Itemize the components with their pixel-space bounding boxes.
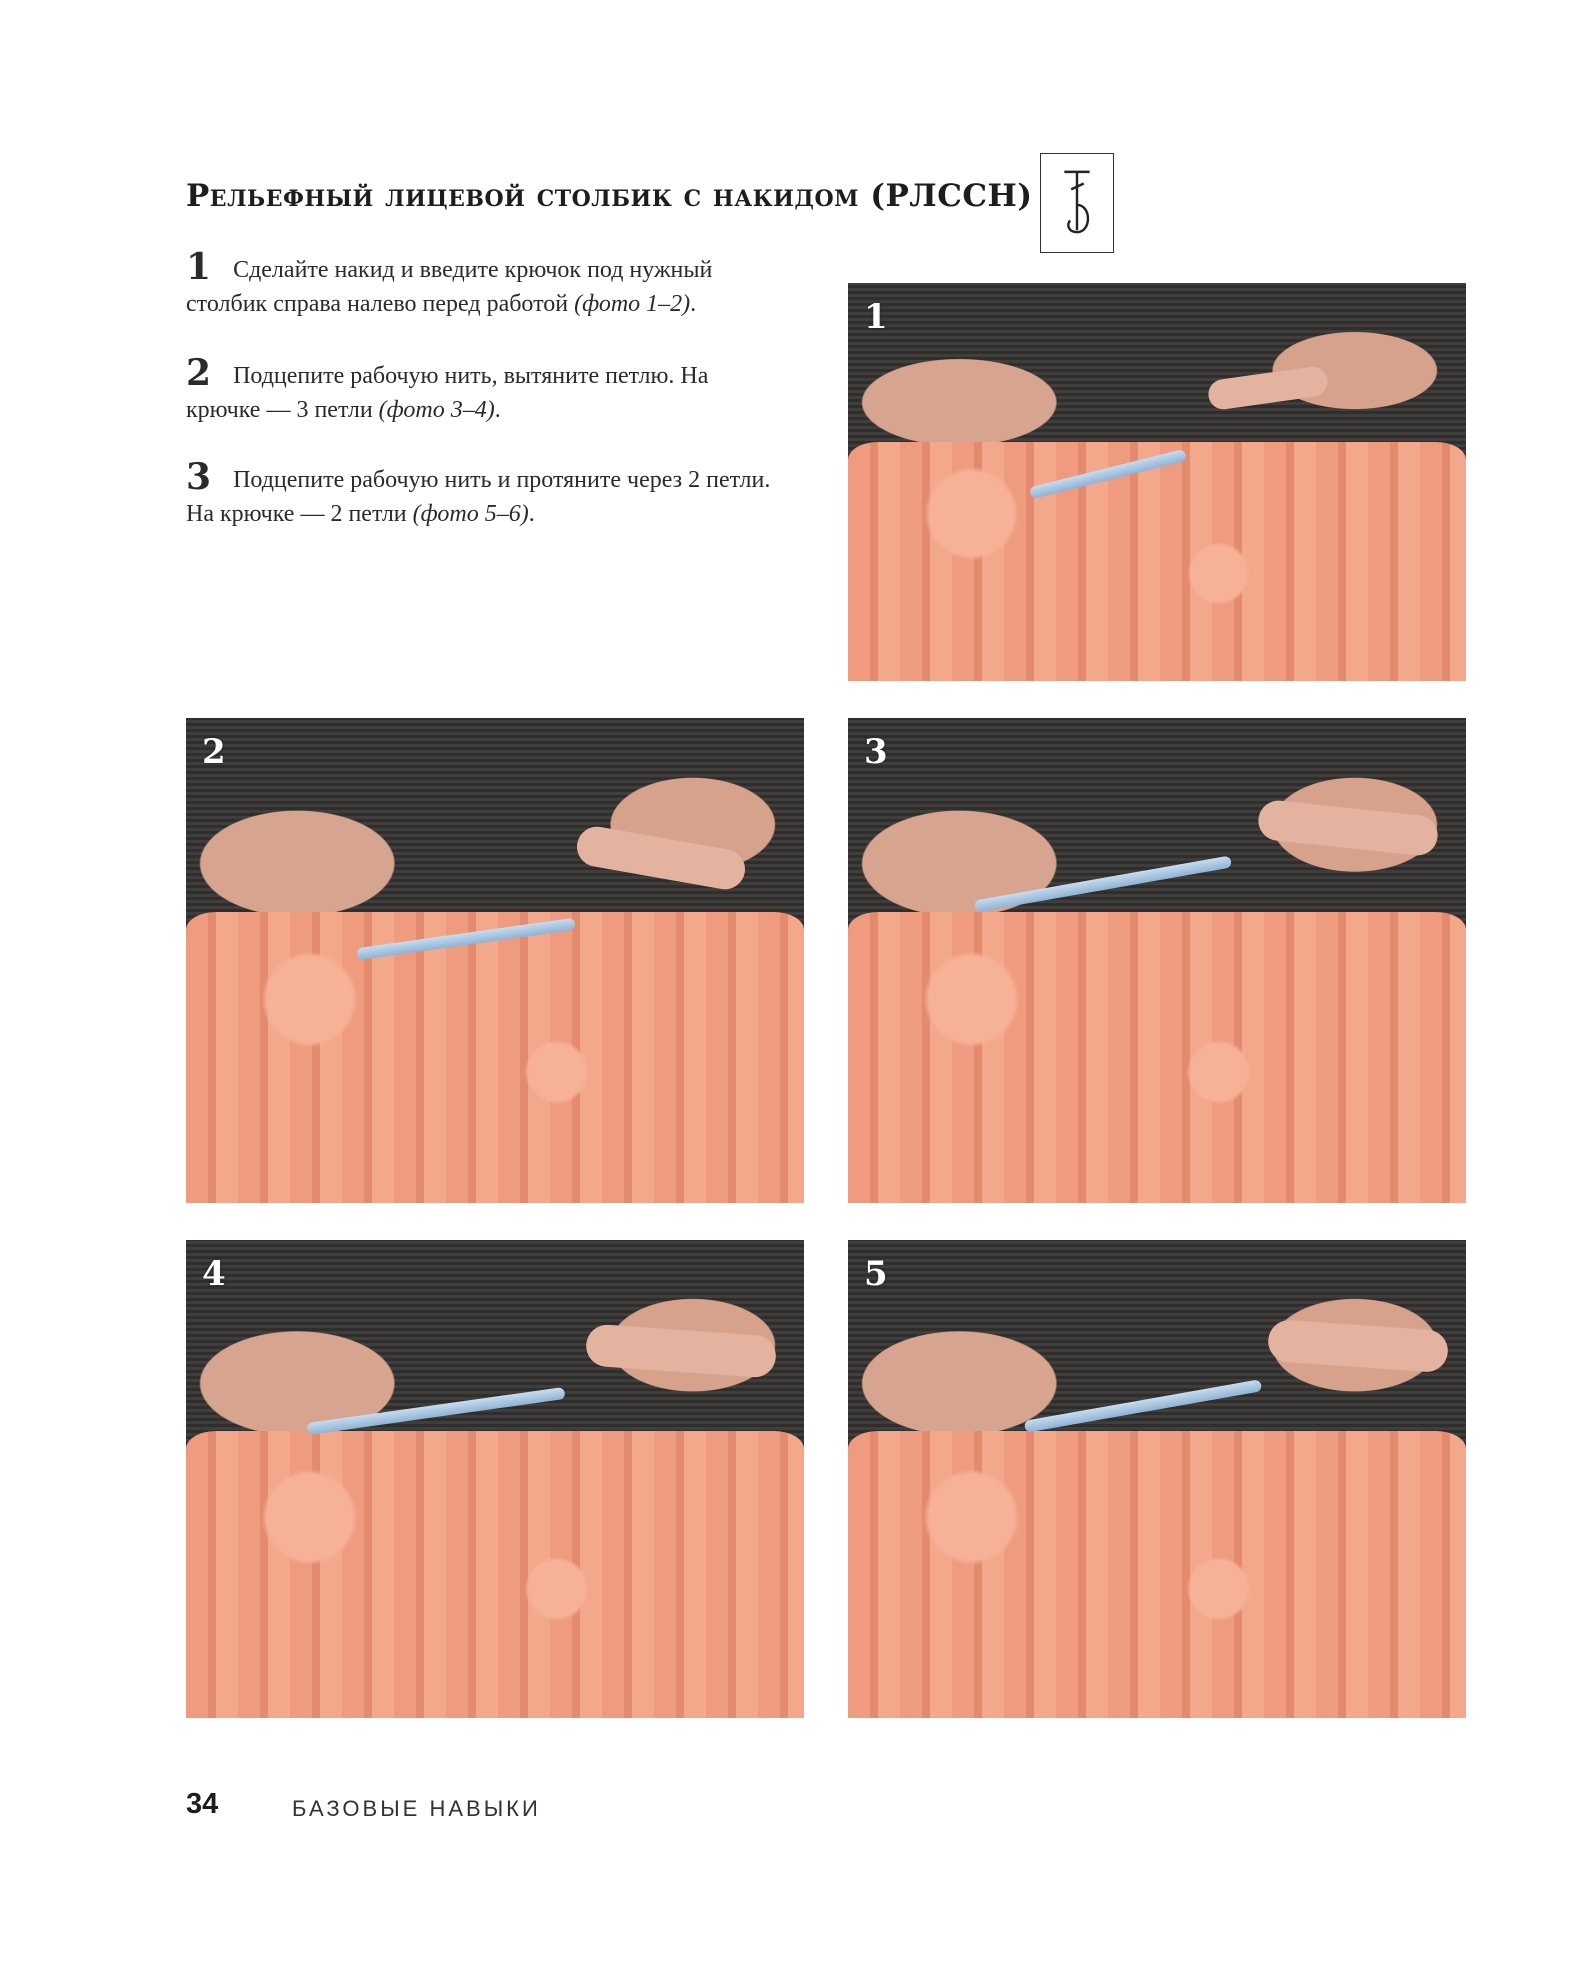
fabric-image <box>186 912 804 1203</box>
photo-4 <box>186 1240 804 1718</box>
fabric-image <box>848 442 1466 681</box>
crochet-hook-image <box>306 1387 565 1435</box>
crochet-hook-image <box>1024 1379 1262 1432</box>
photo-reference: (фото 1–2) <box>574 291 691 317</box>
finger-image <box>585 1323 777 1378</box>
step-1: 1 Сделайте накид и введите крючок под нужный столбик справа налево перед работой (фото 1–2). <box>186 246 713 317</box>
step-number: 2 <box>186 352 212 394</box>
photo-reference: (фото 5–6) <box>412 501 529 527</box>
step-number: 3 <box>186 456 212 498</box>
step-text: Подцепите рабочую нить и протяните через 2 петли. На крючке — 2 петли <box>186 467 771 527</box>
photo-5 <box>848 1240 1466 1718</box>
photo-label: 4 <box>202 1254 226 1294</box>
step-text: Сделайте накид и введите крючок под нужный столбик справа налево перед работой <box>186 257 713 317</box>
crochet-hook-image <box>974 856 1232 913</box>
section-title: БАЗОВЫЕ НАВЫКИ <box>292 1796 541 1821</box>
photo-reference: (фото 3–4) <box>378 397 495 423</box>
page-number: 34 <box>186 1788 219 1820</box>
photo-1 <box>848 283 1466 681</box>
finger-image <box>574 824 748 893</box>
finger-image <box>1206 365 1329 411</box>
step-3: 3 Подцепите рабочую нить и протяните через 2 петли. На крючке — 2 петли (фото 5–6). <box>186 456 771 527</box>
fabric-image <box>186 1431 804 1718</box>
page-title: Рельефный лицевой столбик с накидом (РЛССН) <box>186 178 1033 214</box>
finger-image <box>1256 799 1439 858</box>
photo-label: 2 <box>202 732 226 772</box>
photo-label: 3 <box>864 732 888 772</box>
photo-label: 5 <box>864 1254 888 1294</box>
fabric-image <box>848 1431 1466 1718</box>
crochet-symbol-icon <box>1040 153 1114 253</box>
photo-3 <box>848 718 1466 1203</box>
step-number: 1 <box>186 246 212 288</box>
photo-2 <box>186 718 804 1203</box>
step-2: 2 Подцепите рабочую нить, вытяните петлю. На крючке — 3 петли (фото 3–4). <box>186 352 709 423</box>
finger-image <box>1267 1319 1449 1373</box>
step-text: Подцепите рабочую нить, вытяните петлю. На крючке — 3 петли <box>186 363 709 423</box>
photo-label: 1 <box>864 297 888 337</box>
fabric-image <box>848 912 1466 1203</box>
